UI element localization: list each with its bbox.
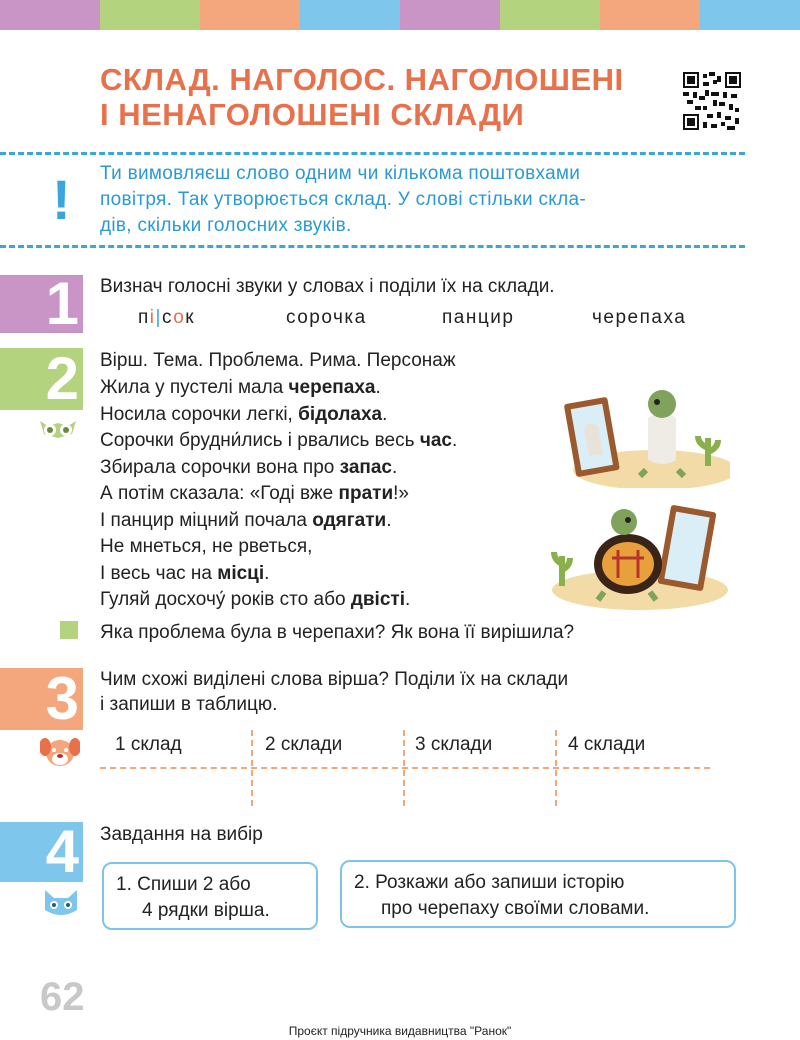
task-1-instruction: Визнач голосні звуки у словах і поділи їх на склади. <box>100 276 555 297</box>
page-title <box>100 62 660 132</box>
owl-eyes-icon <box>38 418 78 440</box>
footer-credit: Проєкт підручника видавництва "Ранок" <box>288 1024 512 1038</box>
table-column-divider <box>403 730 405 806</box>
turtle-shell-illustration <box>548 498 728 610</box>
color-stripe <box>200 0 300 30</box>
color-stripe <box>300 0 400 30</box>
task-4-number: 4 <box>0 822 83 882</box>
task-2-question: Яка проблема була в черепахи? Як вона її вирішила? <box>100 622 575 643</box>
top-color-bar <box>0 0 800 30</box>
cat-face-icon <box>42 888 80 918</box>
title-line-2: І НЕНАГОЛОШЕНІ СКЛАДИ <box>100 97 525 132</box>
task-4-heading: Завдання на вибір <box>100 824 263 845</box>
table-column-divider <box>555 730 557 806</box>
color-stripe <box>100 0 200 30</box>
table-column-divider <box>251 730 253 806</box>
rule-text <box>100 161 720 239</box>
page-number: 62 <box>40 975 85 1019</box>
table-header-cell: 2 склади <box>265 734 343 755</box>
option-1-line-1: 1. Спиши 2 або <box>116 874 251 895</box>
table-header-cell: 4 склади <box>568 734 646 755</box>
dog-face-icon <box>40 735 80 767</box>
syllable-table <box>100 730 710 810</box>
option-2-line-2: про черепаху своїми словами. <box>381 898 650 919</box>
rule-bottom-divider <box>0 245 745 248</box>
poem-line: Збирала сорочки вона про запас. <box>100 456 398 478</box>
exclamation-icon: ! <box>52 168 71 231</box>
poem-line: Сорочки брудни́лись і рвались весь час. <box>100 430 458 451</box>
table-header-cell: 1 склад <box>115 734 182 755</box>
task-3-line-2: і запиши в таблицю. <box>100 694 278 715</box>
option-2-line-1: 2. Розкажи або запиши історію <box>354 872 625 893</box>
poem-line: Жила у пустелі мала черепаха. <box>100 377 381 398</box>
option-1-line-2: 4 рядки вірша. <box>142 900 270 921</box>
rule-top-divider <box>0 152 745 155</box>
turtle-mirror-illustration <box>560 378 730 488</box>
poem-line: І весь час на місці. <box>100 562 270 584</box>
task-1-word: панцир <box>442 307 515 328</box>
poem-line: І панцир міцний почала одягати. <box>100 509 392 531</box>
task-2-heading: Вірш. Тема. Проблема. Рима. Персонаж <box>100 350 456 371</box>
color-stripe <box>700 0 800 30</box>
task-2-number: 2 <box>0 348 83 410</box>
rule-line-1: Ти вимовляєш слово одним чи кількома поштовхами <box>100 163 581 184</box>
task-1-example-word: пі|сок <box>138 307 196 328</box>
title-line-1: СКЛАД. НАГОЛОС. НАГОЛОШЕНІ <box>100 62 624 97</box>
task-1-word: сорочка <box>286 307 367 328</box>
rule-line-2: повітря. Так утворюється склад. У слові стільки скла- <box>100 189 586 210</box>
color-stripe <box>400 0 500 30</box>
table-divider <box>100 767 710 769</box>
rule-line-3: дів, скільки голосних звуків. <box>100 215 352 236</box>
color-stripe <box>600 0 700 30</box>
question-marker-square <box>60 621 78 639</box>
task-option-1[interactable] <box>102 862 318 930</box>
poem-line: Носила сорочки легкі, бідолаха. <box>100 403 388 425</box>
color-stripe <box>500 0 600 30</box>
poem <box>100 375 457 614</box>
task-3-instruction <box>100 667 568 717</box>
task-1-number: 1 <box>0 275 83 333</box>
task-option-2[interactable] <box>340 860 736 928</box>
poem-line: А потім сказала: «Годі вже прати!» <box>100 483 409 504</box>
table-header-cell: 3 склади <box>415 734 493 755</box>
task-3-number: 3 <box>0 668 83 730</box>
qr-code-icon[interactable] <box>683 72 741 130</box>
poem-line: Гуляй досхочу́ років сто або двісті. <box>100 589 411 610</box>
task-1-word: черепаха <box>592 307 687 328</box>
task-3-line-1: Чим схожі виділені слова вірша? Поділи їх на склади <box>100 669 569 690</box>
poem-line: Не мнеться, не рветься, <box>100 536 313 557</box>
color-stripe <box>0 0 100 30</box>
